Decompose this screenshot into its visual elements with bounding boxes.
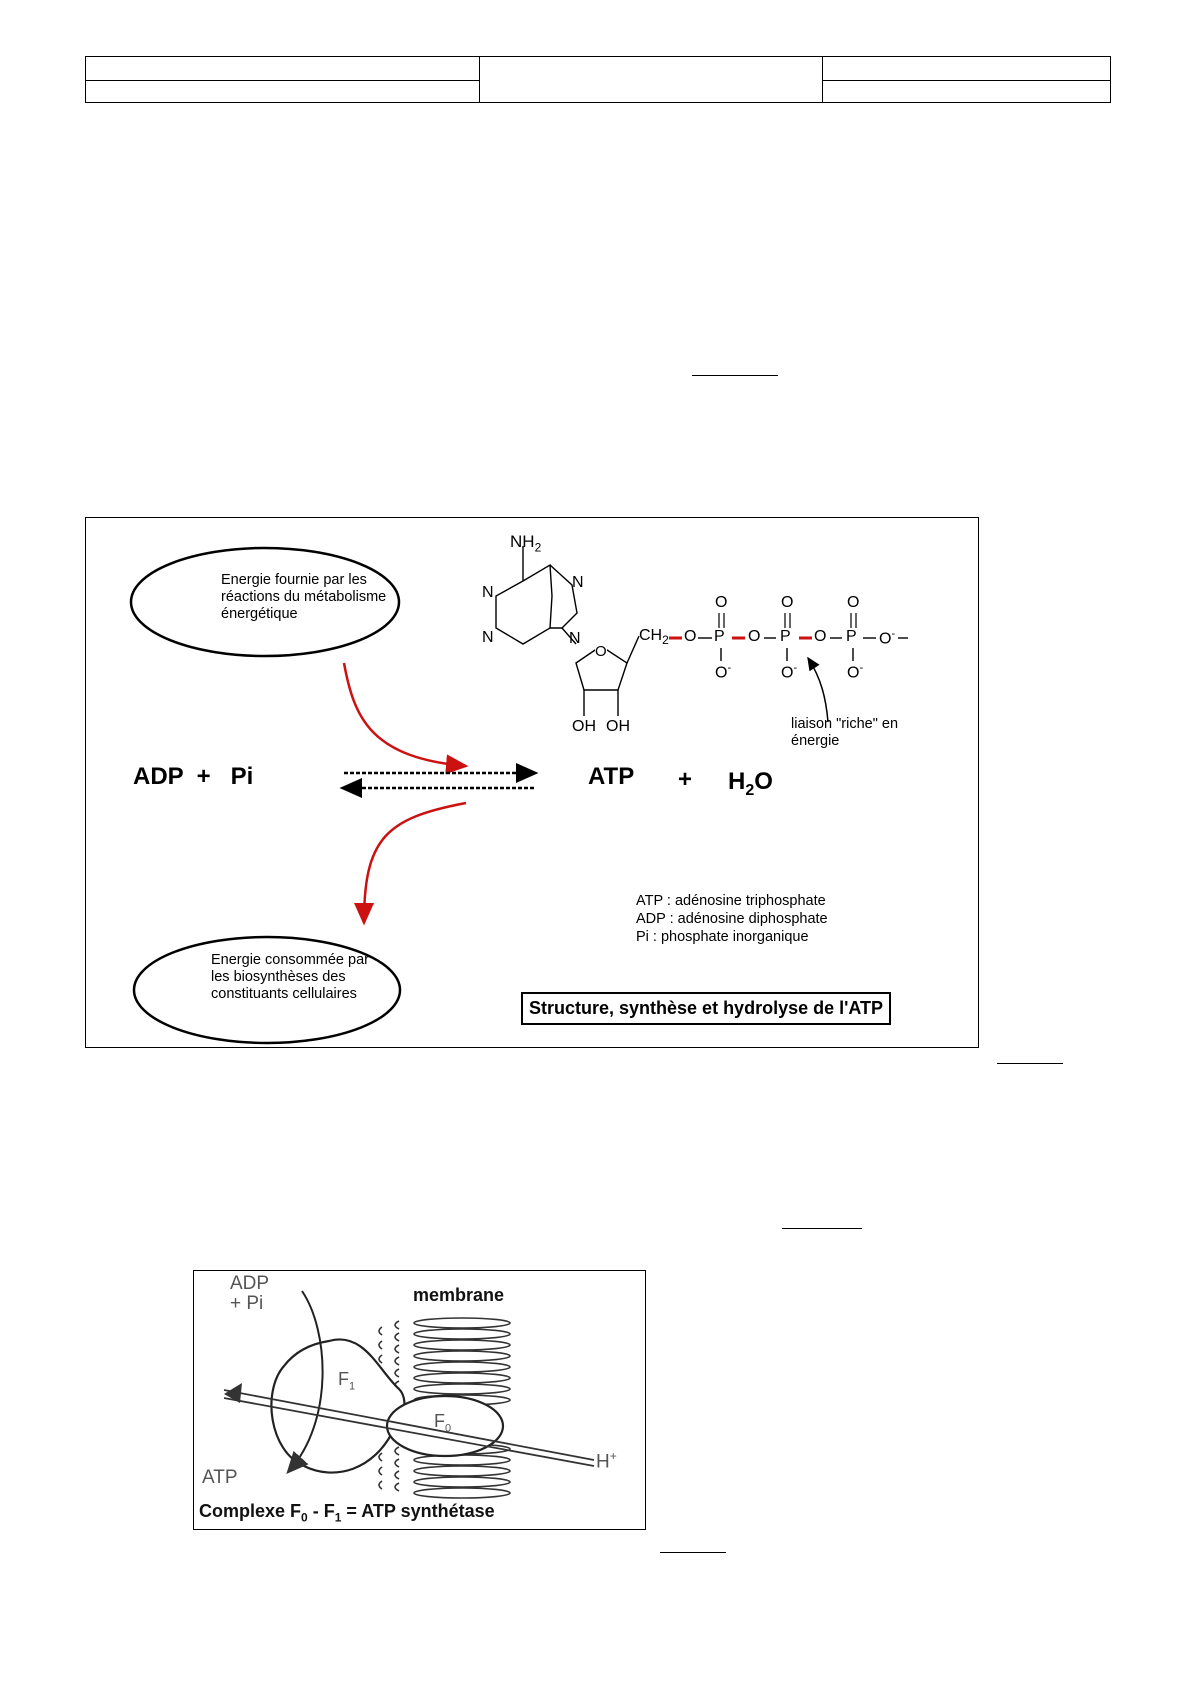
charged-oxygen-alpha: O- [715, 662, 732, 682]
f1-head [271, 1339, 404, 1472]
charged-oxygen-gamma: O- [847, 662, 864, 682]
proton-label: H+ [596, 1449, 617, 1473]
water-label: $H_2O$ [728, 768, 773, 799]
blank-line-1 [692, 375, 778, 376]
energy-source-text: Energie fournie par les réactions du métabolisme énergétique [221, 572, 387, 622]
atp-label: ATP [588, 763, 635, 790]
charged-oxygen-beta: O- [781, 662, 798, 682]
adp-pi-label: ADP + Pi [133, 763, 254, 790]
bridge-oxygen-2: O [748, 628, 761, 645]
header-divider-right [823, 80, 1111, 81]
hydroxyl-right: OH [606, 718, 630, 735]
ribose-oxygen: O [595, 643, 607, 660]
ch2-group: $CH_2$ [639, 627, 669, 648]
header-table [85, 56, 1111, 103]
membrane-label: membrane [413, 1285, 505, 1305]
atp-product-label: ATP [202, 1467, 238, 1488]
blank-line-3 [782, 1228, 862, 1229]
adenine-ring [496, 565, 552, 644]
rich-bond-annotation: liaison "riche" en énergie [791, 716, 899, 749]
f0-label: $F_0$ [434, 1411, 452, 1435]
header-divider-left [86, 80, 479, 81]
bridge-oxygen-1: O [684, 628, 697, 645]
double-oxygen-beta: O [781, 594, 794, 611]
double-oxygen-gamma: O [847, 594, 860, 611]
legend-atp: ATP : adénosine triphosphate [636, 893, 826, 909]
atom-n1: N [482, 584, 494, 601]
energy-consumption-text: Energie consommée par les biosynthèses des constituants cellulaires [211, 952, 369, 1002]
red-arrow-bottom [364, 803, 466, 923]
bridge-oxygen-3: O [814, 628, 827, 645]
blank-line-4 [660, 1552, 726, 1553]
phosphorus-beta: P [780, 628, 791, 645]
atp-figure [85, 517, 979, 1048]
synthase-caption: Complexe $F_0 - F_1$ = ATP synthétase [199, 1501, 495, 1525]
red-arrow-top [344, 663, 466, 766]
atom-n7: N [572, 574, 584, 591]
figure-caption: Structure, synthèse et hydrolyse de l'ATP [521, 992, 891, 1025]
hydroxyl-left: OH [572, 718, 596, 735]
phosphorus-alpha: P [714, 628, 725, 645]
f1-label: $F_1$ [338, 1369, 356, 1393]
adp-label: ADP [230, 1273, 270, 1294]
atp-synthase-figure [193, 1270, 646, 1530]
double-oxygen-alpha: O [715, 594, 728, 611]
atom-n9: N [569, 630, 581, 647]
pi-label: + Pi [230, 1293, 264, 1314]
phosphorus-gamma: P [846, 628, 857, 645]
legend-adp: ADP : adénosine diphosphate [636, 911, 828, 927]
atom-n3: N [482, 629, 494, 646]
nh2-group: $NH_2$ [510, 532, 542, 555]
rich-bond-pointer [808, 658, 828, 722]
legend-pi: Pi : phosphate inorganique [636, 929, 809, 945]
terminal-oxygen: O- [879, 628, 896, 648]
plus-sign: + [678, 766, 693, 793]
header-cell-middle [479, 57, 823, 102]
blank-line-2 [997, 1063, 1063, 1064]
